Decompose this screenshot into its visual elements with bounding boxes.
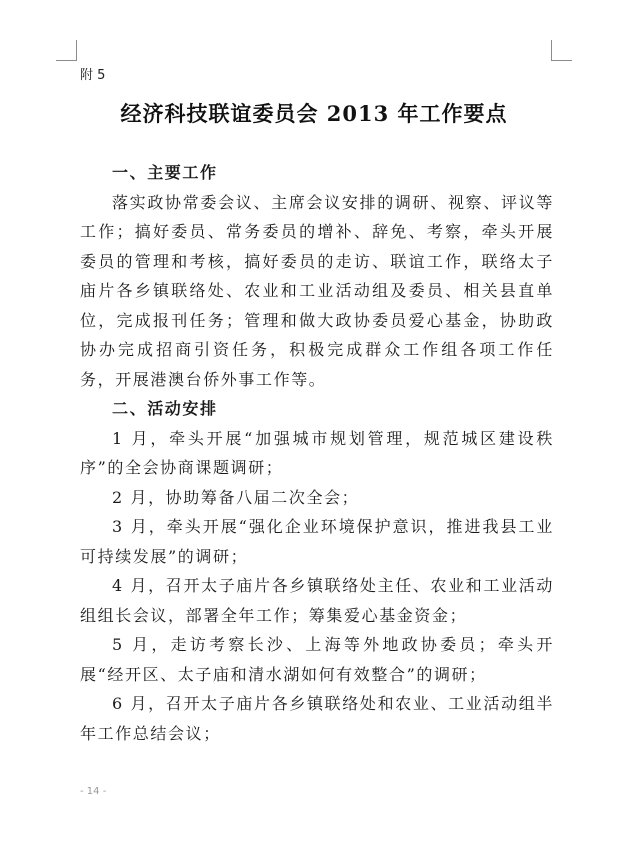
document-title: 经济科技联谊委员会 2013 年工作要点 [120,101,508,126]
paragraph-april: 4 月，召开太子庙片各乡镇联络处主任、农业和工业活动组组长会议，部署全年工作；筹集爱心基金资金； [80,576,554,625]
paragraph-may: 5 月，走访考察长沙、上海等外地政协委员；牵头开展“经开区、太子庙和清水湖如何有效整合”的调研； [80,635,554,684]
page-number: - 14 - [80,786,107,797]
paragraph-main-work: 落实政协常委会议、主席会议安排的调研、视察、评议等工作；搞好委员、常务委员的增补、辞免、考察，牵头开展委员的管理和考核，搞好委员的走访、联谊工作，联络太子庙片各乡镇联络处、农业和工业活动组及委员、相关县直单位，完成报刊任务；管理和做大政协委员爱心基金，协助政协办完成招商引资任务，积极完成群众工作组各项工作任务，开展港澳台侨外事工作等。 [80,192,554,389]
crop-mark-top-left [56,40,77,61]
paragraph-june: 6 月，召开太子庙片各乡镇联络处和农业、工业活动组半年工作总结会议； [80,694,554,743]
paragraph-january: 1 月，牵头开展“加强城市规划管理，规范城区建设秩序”的全会协商课题调研； [80,428,554,477]
paragraph-march: 3 月，牵头开展“强化企业环境保护意识，推进我县工业可持续发展”的调研； [80,517,554,566]
document-body [80,158,554,748]
section-heading-activities: 二、活动安排 [112,399,218,418]
attachment-label: 附 5 [80,68,106,83]
section-heading-main-work: 一、主要工作 [112,163,218,182]
crop-mark-top-right [551,40,572,61]
paragraph-february: 2 月，协助筹备八届二次全会； [112,487,360,507]
